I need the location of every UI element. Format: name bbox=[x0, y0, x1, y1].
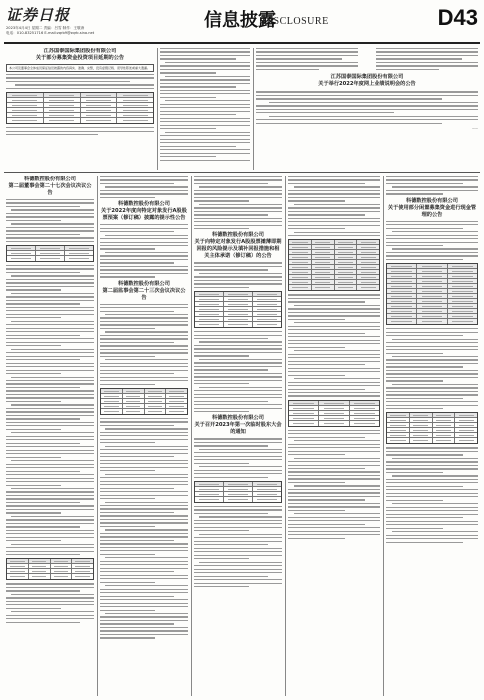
data-table bbox=[6, 558, 94, 580]
issue-info: 2023年4月4日 星期二 责编：吕雪 制作：王敬涛 电话：010-83251716 E-mail:zqrb9@zqrb.sina.net bbox=[6, 26, 95, 35]
announcement-6 bbox=[100, 281, 188, 302]
data-table bbox=[194, 291, 282, 328]
announcement-3 bbox=[6, 176, 94, 696]
data-table bbox=[386, 412, 478, 444]
announcement-company: 科德数控股份有限公司 bbox=[118, 280, 170, 287]
announcement-title: 关于2022年度向特定对象发行A股股票预案（修订稿）披露的提示性公告 bbox=[101, 208, 187, 222]
announcement-company: 江苏国泰国际集团股份有限公司 bbox=[330, 74, 404, 81]
announcement-title: 关于向特定对象发行A股股票摊薄即期回报的风险提示及填补回报措施和相关主体承诺（修订稿）的公告 bbox=[194, 239, 282, 260]
announcement-title: 第二届董事会第二十七次会议决议公告 bbox=[8, 183, 92, 196]
section-title: 信息披露 bbox=[204, 10, 276, 31]
data-table bbox=[386, 263, 478, 325]
data-table bbox=[288, 400, 380, 427]
announcement-title: 关于使用部分闲置募集资金进行现金管理的公告 bbox=[387, 204, 477, 218]
announcement-notice: 本公司及董事会全体成员保证信息披露的内容真实、准确、完整，没有虚假记载、误导性陈述或重大遗漏。 bbox=[6, 64, 154, 72]
signature-line: —— bbox=[472, 126, 478, 131]
announcement-company: 江苏国泰国际集团股份有限公司 bbox=[43, 48, 117, 54]
continued-text-top bbox=[160, 48, 250, 170]
announcement-company: 科德数控股份有限公司 bbox=[212, 232, 264, 239]
announcement-5 bbox=[194, 232, 282, 260]
data-table bbox=[6, 245, 94, 262]
page-number: D43 bbox=[437, 5, 478, 30]
column-2 bbox=[100, 176, 188, 696]
data-table bbox=[100, 388, 188, 415]
column-4 bbox=[288, 176, 380, 696]
section-title-en: DISCLOSURE bbox=[262, 16, 329, 27]
announcement-4 bbox=[100, 201, 188, 222]
data-table bbox=[288, 239, 380, 291]
announcement-title: 关于召开2023年第一次临时股东大会的通知 bbox=[194, 422, 282, 436]
announcement-company: 科德数控股份有限公司 bbox=[212, 415, 264, 422]
newspaper-logo: 证券日报 bbox=[6, 6, 71, 24]
announcement-8 bbox=[386, 176, 478, 696]
data-table bbox=[194, 481, 282, 503]
page-header bbox=[4, 4, 480, 44]
announcement-title: 第二届监事会第二十三次会议决议公告 bbox=[102, 287, 186, 301]
announcement-company: 科德数控股份有限公司 bbox=[118, 201, 170, 208]
announcement-title: 关于部分募集资金投资项目延期的公告 bbox=[35, 55, 125, 61]
announcement-7 bbox=[194, 415, 282, 436]
announcement-2 bbox=[256, 48, 478, 170]
announcement-1 bbox=[6, 48, 154, 170]
announcement-company: 科德数控股份有限公司 bbox=[24, 176, 76, 182]
announcement-title: 关于举行2022年度网上业绩说明会的公告 bbox=[318, 81, 416, 88]
data-table bbox=[6, 92, 154, 124]
column-3 bbox=[194, 176, 282, 696]
announcement-company: 科德数控股份有限公司 bbox=[406, 197, 458, 204]
